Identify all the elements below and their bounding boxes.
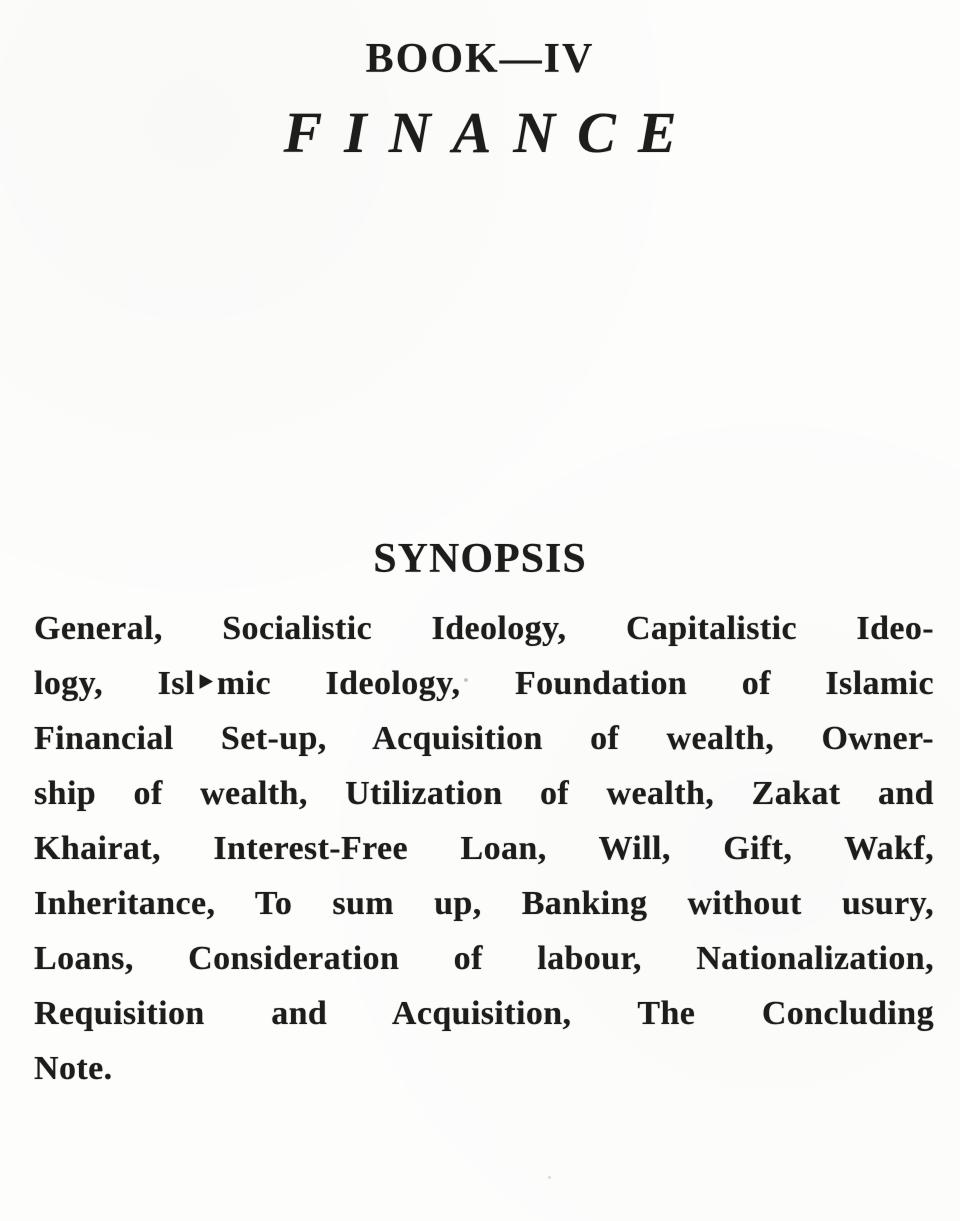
scan-speck: [548, 1176, 551, 1179]
synopsis-line: Financial Set-up, Acquisition of wealth, Owner-: [34, 720, 934, 757]
synopsis-line: Khairat, Interest-Free Loan, Will, Gift, Wakf,: [34, 830, 934, 867]
synopsis-line: General, Socialistic Ideology, Capitalistic Ideo-: [34, 610, 934, 647]
synopsis-heading: SYNOPSIS: [373, 536, 587, 582]
scan-speck: [100, 843, 103, 846]
synopsis-line: logy, Isl‣mic Ideology, Foundation of Islamic: [34, 665, 934, 702]
book-title: FINANCE: [283, 100, 699, 165]
scan-speck: [464, 678, 468, 682]
synopsis-paragraph: [34, 601, 934, 1096]
synopsis-line: ship of wealth, Utilization of wealth, Zakat and: [34, 775, 934, 812]
book-number-heading: BOOK—IV: [365, 36, 595, 82]
synopsis-line: Requisition and Acquisition, The Concluding: [34, 995, 934, 1032]
synopsis-line: Inheritance, To sum up, Banking without usury,: [34, 885, 934, 922]
synopsis-line: Loans, Consideration of labour, Nationalization,: [34, 940, 934, 977]
synopsis-line: Note.: [34, 1050, 113, 1087]
